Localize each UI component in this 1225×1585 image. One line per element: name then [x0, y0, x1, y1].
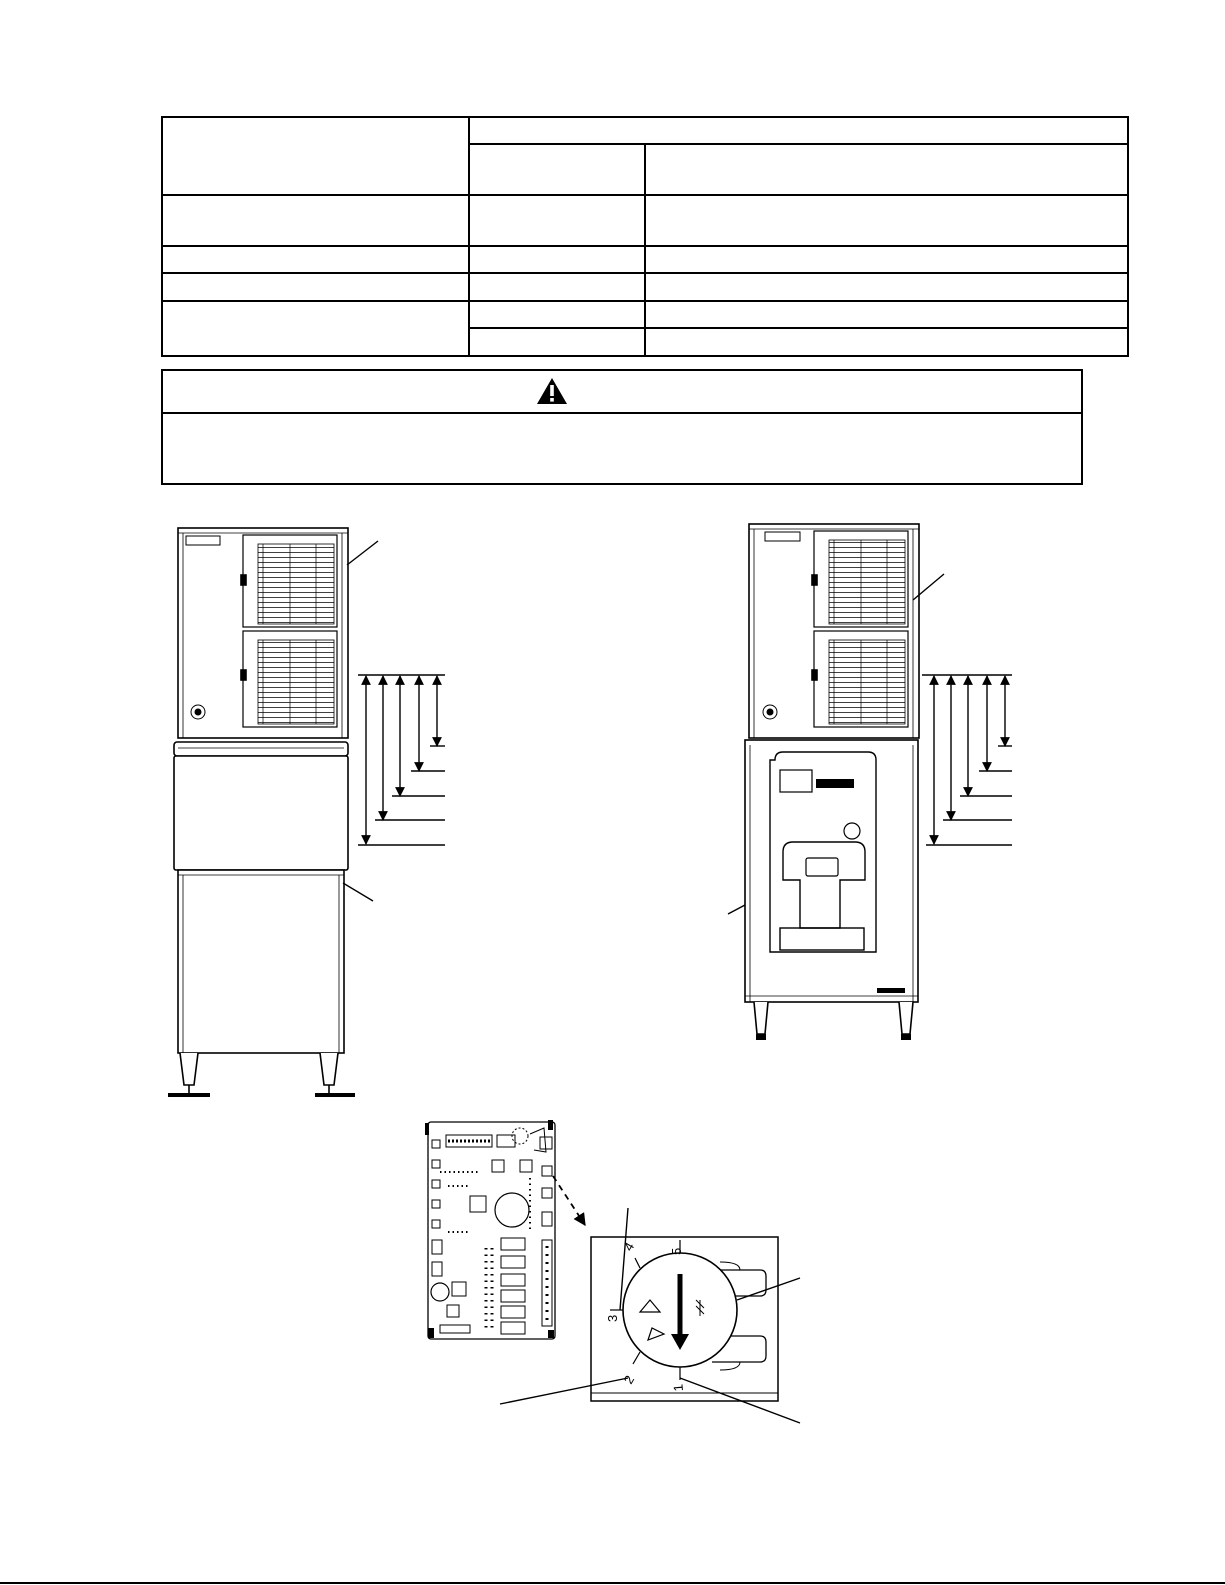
right-ice-machine	[728, 524, 944, 1040]
left-ice-machine	[168, 528, 378, 1097]
callout-line-lower	[728, 905, 745, 914]
callout-line-upper	[347, 541, 378, 565]
dial-position-2: 2	[620, 1372, 638, 1387]
right-dimension-arrows	[922, 675, 1012, 845]
dial-position-5: 5	[669, 1247, 684, 1255]
callout-line-lower	[343, 883, 373, 901]
storage-bin	[178, 870, 344, 1053]
dial-position-4: 4	[620, 1239, 638, 1254]
zoom-pointer	[553, 1176, 585, 1225]
left-dimension-arrows	[358, 675, 445, 845]
control-board	[425, 1120, 555, 1339]
dial-position-1: 1	[670, 1383, 686, 1393]
dial-position-3: 3	[605, 1314, 620, 1322]
footer-rule	[0, 1582, 1225, 1584]
bin-door	[174, 756, 348, 870]
dispenser-badge	[816, 779, 854, 788]
